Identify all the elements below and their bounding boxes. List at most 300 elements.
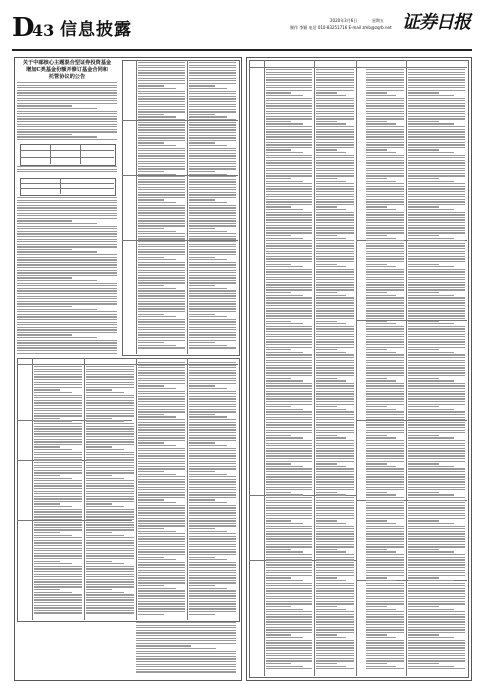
table-row-rule bbox=[20, 150, 114, 151]
text-line bbox=[189, 327, 236, 328]
text-line bbox=[408, 292, 439, 293]
text-line bbox=[17, 233, 117, 234]
text-line bbox=[316, 383, 354, 384]
text-line bbox=[408, 653, 465, 654]
text-line bbox=[366, 380, 396, 381]
text-line bbox=[408, 194, 465, 195]
text-line bbox=[34, 594, 82, 595]
text-line bbox=[86, 449, 124, 450]
text-line bbox=[189, 419, 236, 420]
text-line bbox=[266, 308, 312, 309]
text-line bbox=[86, 475, 112, 476]
text-line bbox=[86, 431, 134, 432]
text-line bbox=[316, 352, 346, 353]
text-line bbox=[138, 536, 185, 537]
text-line bbox=[17, 139, 117, 140]
text-line bbox=[408, 414, 465, 415]
text-line bbox=[266, 258, 312, 259]
text-line bbox=[408, 507, 465, 508]
text-line bbox=[189, 91, 236, 92]
text-line bbox=[17, 350, 117, 351]
text-line bbox=[138, 285, 164, 286]
text-line bbox=[189, 290, 236, 291]
text-line bbox=[86, 599, 134, 600]
text-line bbox=[408, 585, 465, 586]
text-line bbox=[408, 479, 465, 480]
text-line bbox=[266, 225, 312, 226]
text-line bbox=[189, 429, 236, 430]
text-line bbox=[138, 606, 185, 607]
text-line bbox=[189, 608, 236, 609]
text-line bbox=[189, 122, 236, 123]
text-line bbox=[34, 449, 72, 450]
text-line bbox=[366, 375, 404, 376]
text-line bbox=[316, 536, 354, 537]
text-line bbox=[86, 493, 134, 494]
text-line bbox=[366, 123, 396, 124]
text-line bbox=[138, 212, 185, 213]
text-line bbox=[408, 432, 465, 433]
text-line bbox=[138, 476, 185, 477]
text-line bbox=[366, 248, 404, 249]
text-line bbox=[138, 471, 164, 472]
text-line bbox=[316, 121, 337, 122]
text-line bbox=[34, 561, 60, 562]
text-line bbox=[408, 621, 465, 622]
text-line bbox=[316, 79, 354, 80]
text-line bbox=[408, 401, 465, 402]
text-line bbox=[266, 230, 312, 231]
text-line bbox=[266, 300, 312, 301]
text-line bbox=[138, 319, 185, 320]
text-line bbox=[408, 551, 454, 552]
text-line bbox=[138, 316, 176, 317]
text-line bbox=[408, 494, 454, 495]
text-line bbox=[189, 422, 236, 423]
text-line bbox=[138, 202, 176, 203]
text-line bbox=[138, 295, 185, 296]
text-line bbox=[408, 570, 465, 571]
text-line bbox=[86, 470, 134, 471]
header-rule bbox=[12, 49, 472, 51]
text-line bbox=[366, 601, 404, 602]
text-line bbox=[34, 566, 82, 567]
text-line bbox=[138, 549, 185, 550]
text-line bbox=[34, 369, 82, 370]
table-row-rule bbox=[122, 120, 238, 121]
text-line bbox=[17, 254, 117, 255]
text-line bbox=[138, 502, 176, 503]
text-line bbox=[266, 414, 312, 415]
text-line bbox=[34, 441, 82, 442]
text-line bbox=[366, 328, 404, 329]
text-line bbox=[266, 398, 312, 399]
text-line bbox=[138, 311, 185, 312]
text-line bbox=[136, 643, 236, 644]
text-line bbox=[138, 254, 185, 255]
text-line bbox=[17, 223, 97, 224]
article-footer-text bbox=[136, 622, 236, 676]
text-line bbox=[366, 181, 396, 182]
text-line bbox=[138, 85, 164, 86]
text-line bbox=[316, 90, 354, 91]
text-line bbox=[189, 111, 236, 112]
text-line bbox=[408, 629, 465, 630]
text-line bbox=[86, 467, 134, 468]
text-line bbox=[408, 655, 465, 656]
text-line bbox=[189, 288, 227, 289]
text-line bbox=[366, 95, 396, 96]
text-line bbox=[34, 586, 82, 587]
text-line bbox=[266, 549, 291, 550]
text-line bbox=[189, 414, 215, 415]
text-line bbox=[266, 383, 312, 384]
text-line bbox=[86, 376, 134, 377]
text-line bbox=[136, 645, 191, 646]
text-line bbox=[316, 297, 354, 298]
text-line bbox=[189, 140, 236, 141]
text-line bbox=[189, 564, 236, 565]
text-line bbox=[189, 70, 236, 71]
text-line bbox=[86, 491, 134, 492]
text-line bbox=[138, 236, 185, 237]
text-line bbox=[266, 533, 312, 534]
text-line bbox=[408, 489, 465, 490]
text-line bbox=[316, 292, 337, 293]
text-line bbox=[366, 300, 404, 301]
text-line bbox=[266, 502, 312, 503]
revision-original-text bbox=[266, 69, 312, 674]
text-line bbox=[34, 599, 82, 600]
text-line bbox=[366, 554, 404, 555]
text-line bbox=[408, 658, 465, 659]
text-line bbox=[316, 432, 354, 433]
text-line bbox=[138, 541, 185, 542]
text-line bbox=[189, 463, 236, 464]
text-line bbox=[408, 463, 439, 464]
text-line bbox=[266, 201, 312, 202]
text-line bbox=[138, 197, 185, 198]
text-line bbox=[138, 570, 185, 571]
text-line bbox=[189, 536, 236, 537]
text-line bbox=[316, 642, 354, 643]
text-line bbox=[366, 194, 404, 195]
text-line bbox=[138, 588, 176, 589]
text-line bbox=[366, 572, 404, 573]
text-line bbox=[366, 458, 404, 459]
text-line bbox=[408, 513, 465, 514]
section-title: 信息披露 bbox=[60, 20, 132, 40]
text-line bbox=[408, 500, 465, 501]
text-line bbox=[189, 168, 236, 169]
text-line bbox=[266, 479, 312, 480]
text-line bbox=[266, 248, 312, 249]
text-line bbox=[266, 123, 303, 124]
text-line bbox=[86, 574, 134, 575]
text-line bbox=[366, 440, 404, 441]
text-line bbox=[34, 597, 82, 598]
text-line bbox=[189, 295, 236, 296]
text-line bbox=[408, 134, 465, 135]
text-line bbox=[266, 235, 291, 236]
text-line bbox=[366, 588, 404, 589]
text-line bbox=[266, 204, 312, 205]
text-line bbox=[316, 598, 354, 599]
text-line bbox=[366, 515, 404, 516]
text-line bbox=[316, 551, 346, 552]
text-line bbox=[138, 572, 185, 573]
text-line bbox=[34, 392, 72, 393]
text-line bbox=[34, 524, 82, 525]
text-line bbox=[189, 332, 236, 333]
text-line bbox=[266, 289, 312, 290]
text-line bbox=[366, 116, 404, 117]
text-line bbox=[138, 150, 185, 151]
text-line bbox=[189, 489, 236, 490]
text-line bbox=[136, 656, 236, 657]
text-line bbox=[138, 479, 185, 480]
text-line bbox=[138, 106, 185, 107]
text-line bbox=[189, 487, 236, 488]
text-line bbox=[366, 666, 396, 667]
text-line bbox=[189, 502, 227, 503]
text-line bbox=[366, 658, 404, 659]
text-line bbox=[408, 588, 465, 589]
text-line bbox=[408, 440, 465, 441]
text-line bbox=[408, 157, 465, 158]
text-line bbox=[138, 383, 185, 384]
text-line bbox=[189, 375, 236, 376]
text-line bbox=[86, 457, 134, 458]
text-line bbox=[316, 74, 354, 75]
text-line bbox=[266, 219, 312, 220]
text-line bbox=[138, 298, 185, 299]
text-line bbox=[17, 103, 117, 104]
text-line bbox=[316, 360, 354, 361]
text-line bbox=[189, 166, 236, 167]
text-line bbox=[408, 536, 465, 537]
text-line bbox=[316, 500, 354, 501]
text-line bbox=[408, 323, 454, 324]
text-line bbox=[366, 305, 404, 306]
text-line bbox=[266, 634, 291, 635]
text-line bbox=[266, 181, 303, 182]
text-line bbox=[138, 308, 185, 309]
text-line bbox=[138, 442, 164, 443]
text-line bbox=[266, 274, 312, 275]
text-line bbox=[408, 505, 465, 506]
text-line bbox=[316, 424, 354, 425]
text-line bbox=[316, 282, 354, 283]
text-line bbox=[266, 588, 312, 589]
text-line bbox=[138, 398, 185, 399]
text-line bbox=[86, 555, 134, 556]
text-line bbox=[408, 315, 465, 316]
text-line bbox=[266, 245, 312, 246]
text-line bbox=[316, 214, 354, 215]
text-line bbox=[17, 257, 117, 258]
text-line bbox=[266, 147, 312, 148]
text-line bbox=[189, 575, 236, 576]
text-line bbox=[17, 239, 117, 240]
text-line bbox=[366, 653, 404, 654]
text-line bbox=[316, 113, 354, 114]
text-line bbox=[17, 108, 97, 109]
text-line bbox=[366, 549, 387, 550]
text-line bbox=[266, 391, 312, 392]
text-line bbox=[189, 559, 227, 560]
text-line bbox=[366, 336, 404, 337]
text-line bbox=[17, 228, 117, 229]
text-line bbox=[189, 184, 236, 185]
text-line bbox=[138, 391, 185, 392]
text-line bbox=[189, 83, 236, 84]
text-line bbox=[34, 374, 82, 375]
text-line bbox=[408, 559, 465, 560]
text-line bbox=[189, 427, 236, 428]
text-line bbox=[366, 546, 404, 547]
text-line bbox=[86, 465, 134, 466]
text-line bbox=[189, 249, 236, 250]
text-line bbox=[366, 637, 396, 638]
text-line bbox=[86, 566, 134, 567]
text-line bbox=[86, 405, 134, 406]
text-line bbox=[366, 518, 404, 519]
text-line bbox=[266, 352, 303, 353]
text-line bbox=[366, 487, 404, 488]
text-line bbox=[189, 257, 215, 258]
text-line bbox=[316, 87, 354, 88]
text-line bbox=[316, 541, 354, 542]
text-line bbox=[408, 352, 454, 353]
text-line bbox=[17, 353, 117, 354]
revision-new-text bbox=[189, 362, 236, 618]
text-line bbox=[266, 243, 312, 244]
text-line bbox=[366, 409, 396, 410]
text-line bbox=[86, 532, 112, 533]
text-line bbox=[408, 603, 465, 604]
text-line bbox=[86, 550, 134, 551]
text-line bbox=[138, 75, 185, 76]
text-line bbox=[138, 429, 185, 430]
text-line bbox=[266, 658, 312, 659]
text-line bbox=[189, 179, 236, 180]
text-line bbox=[408, 554, 465, 555]
text-line bbox=[366, 577, 387, 578]
text-line bbox=[189, 406, 236, 407]
text-line bbox=[266, 95, 303, 96]
text-line bbox=[266, 406, 291, 407]
text-line bbox=[408, 168, 465, 169]
text-line bbox=[189, 494, 236, 495]
text-line bbox=[408, 253, 465, 254]
text-line bbox=[138, 78, 185, 79]
text-line bbox=[266, 339, 312, 340]
text-line bbox=[86, 553, 134, 554]
text-line bbox=[316, 531, 354, 532]
text-line bbox=[266, 637, 303, 638]
text-line bbox=[266, 393, 312, 394]
text-line bbox=[366, 217, 404, 218]
text-line bbox=[86, 374, 134, 375]
text-line bbox=[138, 603, 185, 604]
text-line bbox=[34, 382, 82, 383]
text-line bbox=[366, 455, 404, 456]
text-line bbox=[189, 567, 236, 568]
text-line bbox=[316, 225, 354, 226]
text-line bbox=[138, 492, 185, 493]
text-line bbox=[189, 471, 215, 472]
text-line bbox=[408, 575, 465, 576]
text-line bbox=[34, 472, 82, 473]
text-line bbox=[316, 417, 354, 418]
text-line bbox=[366, 484, 404, 485]
text-line bbox=[316, 489, 354, 490]
text-line bbox=[86, 382, 134, 383]
text-line bbox=[316, 108, 354, 109]
text-line bbox=[366, 225, 404, 226]
text-line bbox=[138, 327, 185, 328]
text-line bbox=[266, 510, 312, 511]
text-line bbox=[408, 328, 465, 329]
text-line bbox=[266, 474, 312, 475]
text-line bbox=[189, 512, 236, 513]
text-line bbox=[189, 150, 236, 151]
text-line bbox=[266, 341, 312, 342]
text-line bbox=[34, 503, 60, 504]
text-line bbox=[266, 100, 312, 101]
text-line bbox=[408, 204, 465, 205]
text-line bbox=[266, 131, 312, 132]
text-line bbox=[17, 290, 117, 291]
text-line bbox=[138, 538, 185, 539]
text-line bbox=[17, 277, 72, 278]
text-line bbox=[408, 627, 465, 628]
text-line bbox=[316, 284, 354, 285]
text-line bbox=[266, 372, 312, 373]
text-line bbox=[138, 303, 185, 304]
text-line bbox=[189, 497, 236, 498]
text-line bbox=[408, 108, 465, 109]
text-line bbox=[316, 357, 354, 358]
text-line bbox=[366, 593, 404, 594]
text-line bbox=[366, 152, 396, 153]
text-line bbox=[17, 329, 117, 330]
text-line bbox=[266, 430, 312, 431]
text-line bbox=[86, 597, 134, 598]
text-line bbox=[34, 553, 82, 554]
text-line bbox=[316, 570, 354, 571]
text-line bbox=[316, 370, 354, 371]
text-line bbox=[316, 266, 346, 267]
text-line bbox=[266, 575, 312, 576]
text-line bbox=[408, 396, 465, 397]
text-line bbox=[34, 579, 82, 580]
text-line bbox=[86, 503, 112, 504]
text-line bbox=[408, 531, 465, 532]
text-line bbox=[316, 155, 354, 156]
text-line bbox=[138, 455, 185, 456]
text-line bbox=[316, 572, 354, 573]
text-line bbox=[316, 640, 354, 641]
text-line bbox=[316, 367, 354, 368]
text-line bbox=[408, 616, 465, 617]
text-line bbox=[266, 212, 312, 213]
section-letter: D bbox=[12, 13, 35, 43]
text-line bbox=[138, 116, 176, 117]
text-line bbox=[266, 284, 312, 285]
text-line bbox=[366, 533, 404, 534]
